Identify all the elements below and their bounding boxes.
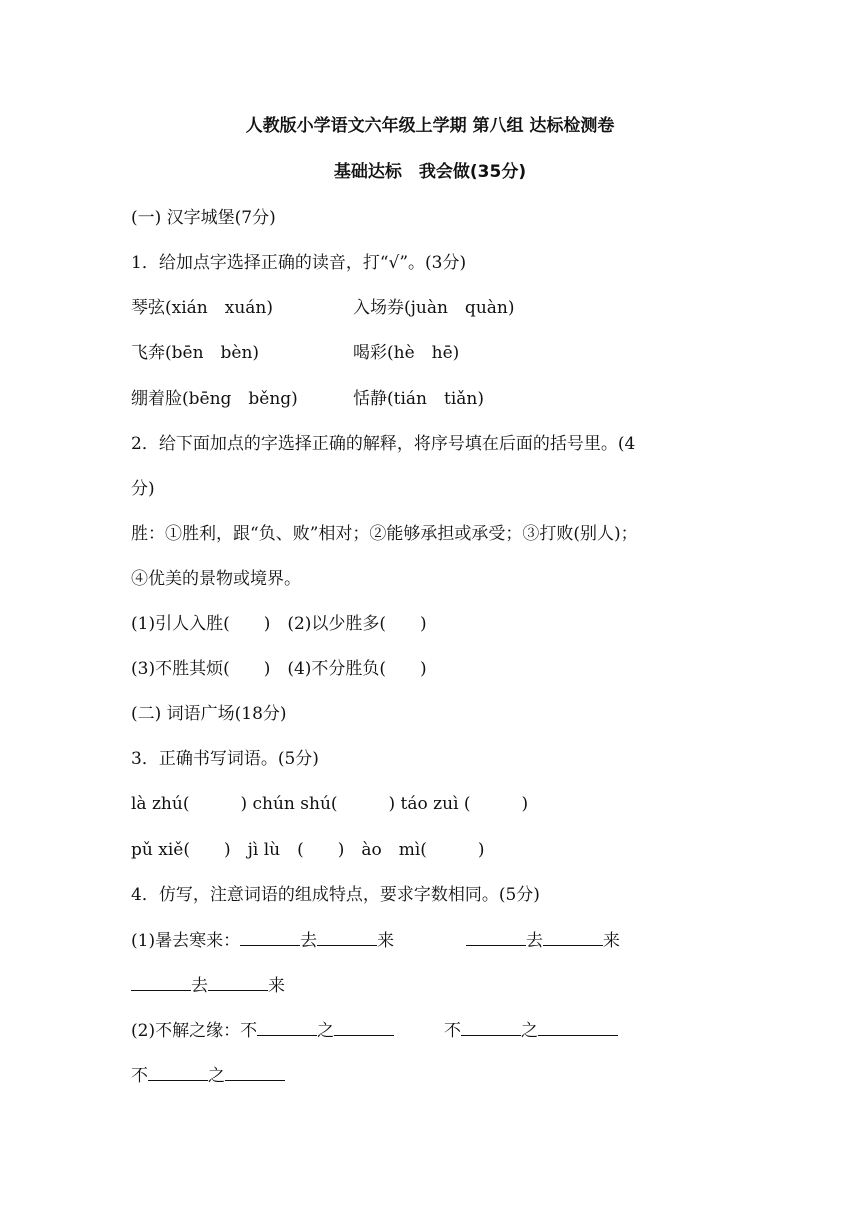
fixed-char: 不 [131,1066,148,1086]
fill-blank[interactable] [225,1063,285,1081]
question-3-stem: 3．正确书写词语。(5分) [131,749,319,769]
fixed-char: 不 [444,1021,461,1041]
section-heading-1: (一) 汉字城堡(7分) [131,208,276,228]
pinyin-choice: 喝彩(hè hē) [353,343,460,363]
fill-blank[interactable] [461,1018,521,1036]
pinyin-choice: 飞奔(bēn bèn) [131,343,260,363]
imitation-row-2c [131,1063,285,1088]
fill-blank[interactable] [317,928,377,946]
pinyin-choice: 琴弦(xián xuán) [131,298,273,318]
fill-blank[interactable] [257,1018,317,1036]
fixed-char: 之 [317,1021,335,1041]
fill-blank[interactable] [334,1018,394,1036]
fixed-char: 去 [300,931,318,951]
pinyin-write-row: pǔ xiě( ) jì lù ( ) ào mì( ) [131,840,485,860]
fill-blank[interactable] [466,928,526,946]
question-2-stem-cont: 分) [131,479,155,499]
pinyin-choice: 绷着脸(bēng běng) [131,389,298,409]
prompt-label: (2)不解之缘： [131,1021,241,1041]
fill-blank[interactable] [208,973,268,991]
imitation-row-2 [131,1018,394,1043]
fixed-char: 来 [377,931,395,951]
fill-blank[interactable] [538,1018,618,1036]
fixed-char: 来 [268,976,285,996]
question-1-stem: 1．给加点字选择正确的读音，打“√”。(3分) [131,253,467,273]
fill-blank[interactable] [148,1063,208,1081]
definition-list: 胜：①胜利，跟“负、败”相对；②能够承担或承受；③打败(别人)； [131,524,638,544]
section-subtitle: 基础达标 我会做(35分) [333,162,527,182]
question-4-stem: 4．仿写，注意词语的组成特点，要求字数相同。(5分) [131,885,540,905]
pinyin-write-row: là zhú( ) chún shú( ) táo zuì ( ) [131,794,529,814]
fixed-char: 之 [521,1021,538,1041]
answer-row: (3)不胜其烦( ) (4)不分胜负( ) [131,659,427,679]
imitation-row-2b [444,1018,618,1043]
imitation-row-1 [131,928,394,953]
prompt-label: (1)暑去寒来： [131,931,241,951]
fixed-char: 之 [208,1066,225,1086]
fixed-char: 不 [240,1021,258,1041]
imitation-row-1b [466,928,620,953]
fixed-char: 去 [526,931,543,951]
fill-blank[interactable] [543,928,603,946]
page-title: 人教版小学语文六年级上学期 第八组 达标检测卷 [245,116,615,136]
answer-row: (1)引人入胜( ) (2)以少胜多( ) [131,614,427,634]
pinyin-choice: 入场券(juàn quàn) [353,298,515,318]
fixed-char: 来 [603,931,620,951]
question-2-stem: 2．给下面加点的字选择正确的解释，将序号填在后面的括号里。(4 [131,434,636,454]
imitation-row-1c [131,973,285,998]
fixed-char: 去 [191,976,208,996]
definition-list-cont: ④优美的景物或境界。 [131,569,301,589]
fill-blank[interactable] [240,928,300,946]
pinyin-choice: 恬静(tián tiǎn) [353,389,484,409]
section-heading-2: (二) 词语广场(18分) [131,704,287,724]
fill-blank[interactable] [131,973,191,991]
